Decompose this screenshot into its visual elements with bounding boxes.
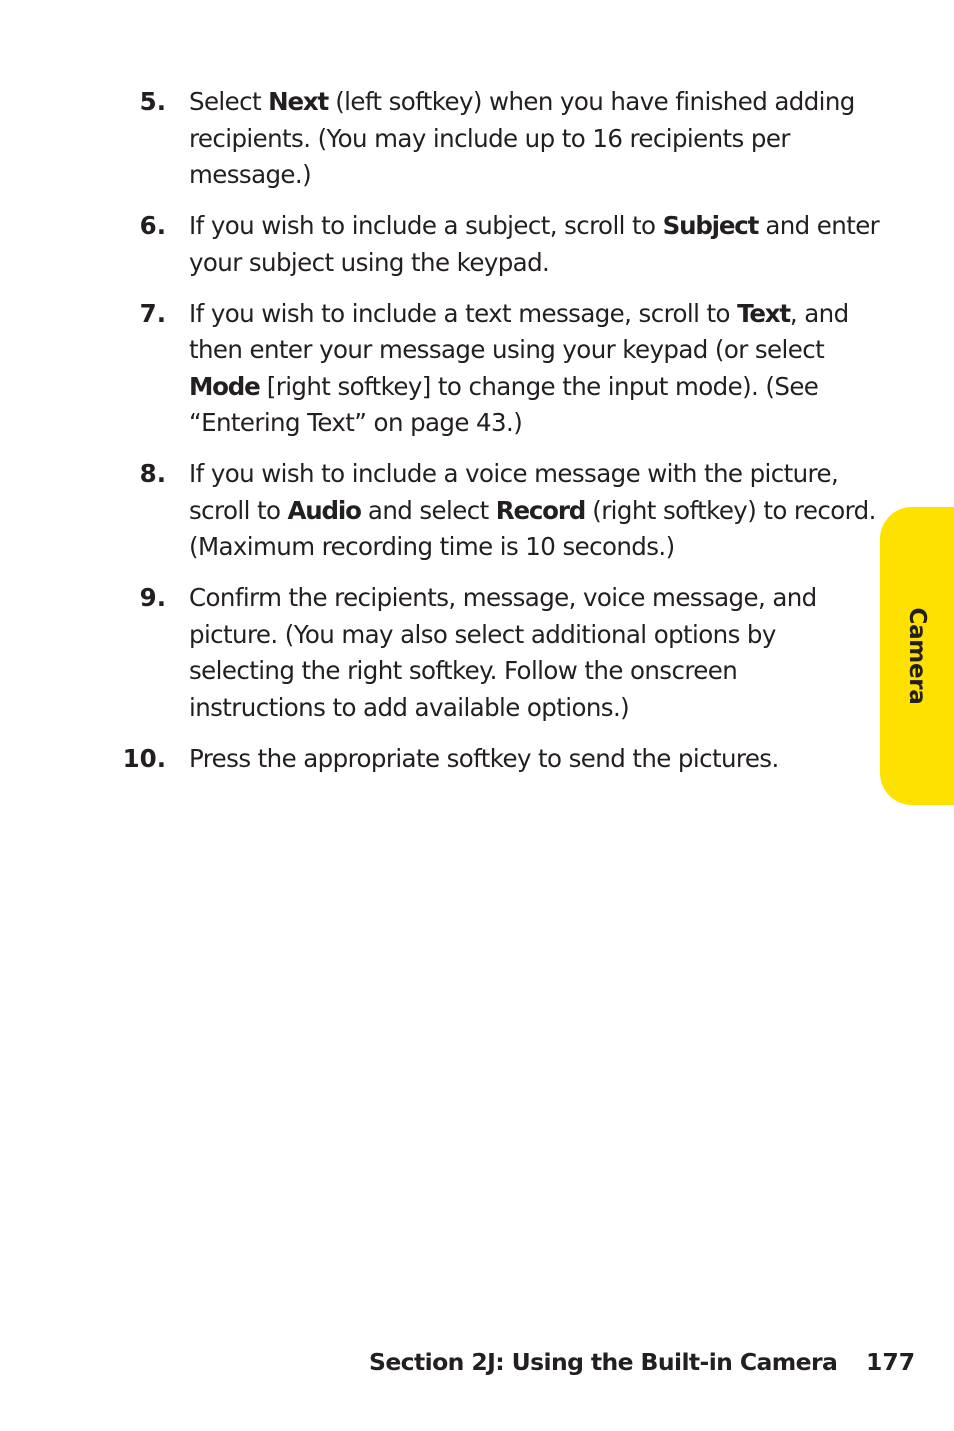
step-number: 9. — [139, 583, 166, 612]
step-text-run: If you wish to include a text message, scroll to — [189, 298, 738, 328]
step-text-run: Press the appropriate softkey to send the pictures. — [189, 743, 779, 773]
step-text-run: , and then enter your message using your keypad (or select — [189, 298, 849, 364]
step-text — [189, 87, 855, 189]
step-text-run: and select — [360, 495, 496, 525]
step-keyword: Audio — [287, 495, 361, 525]
instruction-steps — [0, 84, 880, 792]
step-number: 10. — [122, 743, 166, 773]
step-text — [189, 299, 849, 438]
footer-section-title: Section 2J: Using the Built-in Camera — [369, 1348, 838, 1376]
page-number: 177 — [866, 1348, 916, 1376]
step-text — [189, 583, 817, 722]
step-text-run: (left softkey) when you have finished adding recipients. (You may include up to 16 recipients per message.) — [189, 87, 855, 189]
section-tab-label: Camera — [904, 607, 930, 705]
section-tab — [880, 507, 954, 805]
step-item — [0, 84, 880, 194]
step-item — [0, 296, 880, 442]
step-keyword: Subject — [662, 211, 759, 240]
step-text-run: Confirm the recipients, message, voice message, and picture. (You may also select additional options by selecting the right softkey. Follow the onscreen instructions to add available options.) — [189, 583, 817, 722]
step-text-run: If you wish to include a subject, scroll to — [189, 211, 663, 240]
step-number: 7. — [139, 298, 166, 328]
step-keyword: Mode — [189, 371, 260, 401]
step-keyword: Next — [268, 87, 329, 116]
step-text-run: and enter your subject using the keypad. — [189, 211, 880, 277]
step-item — [0, 580, 880, 726]
step-text — [189, 744, 779, 773]
step-item — [0, 208, 880, 281]
step-text-run: [right softkey] to change the input mode). (See “Entering Text” on page 43.) — [189, 371, 819, 437]
step-number: 5. — [139, 87, 166, 116]
step-item — [0, 741, 880, 778]
step-number: 6. — [139, 211, 166, 240]
step-text-run: Select — [189, 87, 269, 116]
step-item — [0, 456, 880, 566]
step-text-run: (right softkey) to record. (Maximum recording time is 10 seconds.) — [189, 495, 876, 561]
step-text — [189, 211, 879, 277]
step-text-run: If you wish to include a voice message with the picture, scroll to — [189, 459, 839, 525]
step-text — [189, 459, 876, 561]
step-keyword: Text — [737, 298, 790, 328]
step-number: 8. — [139, 459, 166, 488]
step-keyword: Record — [495, 495, 586, 525]
